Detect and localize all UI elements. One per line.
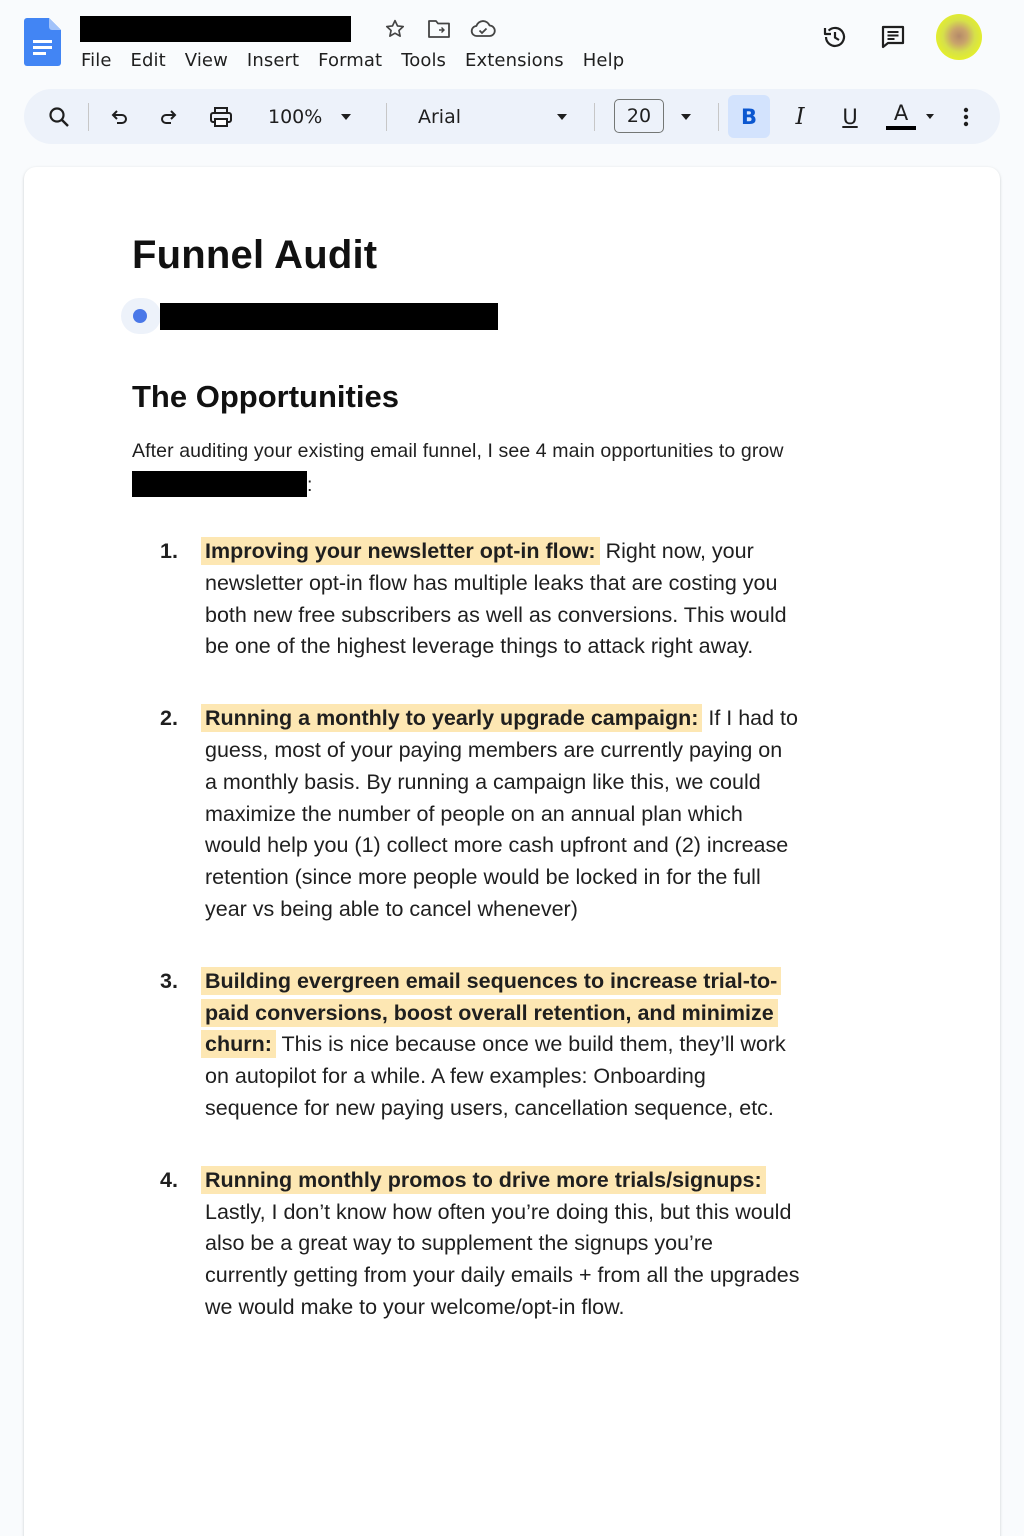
italic-button[interactable]: I — [795, 103, 805, 130]
undo-button[interactable] — [104, 89, 134, 144]
menu-bar — [81, 50, 643, 71]
comments-icon[interactable] — [878, 22, 908, 52]
text-color-button[interactable] — [884, 89, 918, 144]
menu-edit[interactable]: Edit — [130, 50, 166, 71]
menu-tools[interactable]: Tools — [401, 50, 447, 71]
dropdown-icon — [556, 113, 568, 121]
toolbar-divider — [718, 103, 719, 131]
title-actions — [382, 16, 496, 42]
intro-redacted-name — [132, 471, 307, 497]
text-color-label: A — [893, 101, 909, 125]
dropdown-icon — [340, 113, 352, 121]
formatting-toolbar — [24, 89, 1000, 144]
docs-logo-icon[interactable] — [24, 18, 61, 66]
zoom-value: 100% — [268, 105, 323, 128]
font-size-input[interactable]: 20 — [614, 99, 664, 133]
zoom-select[interactable] — [268, 89, 358, 144]
menu-extensions[interactable]: Extensions — [465, 50, 564, 71]
star-icon[interactable] — [382, 16, 408, 42]
section-heading: The Opportunities — [132, 379, 399, 414]
header-right-actions — [820, 14, 982, 60]
more-icon — [963, 107, 969, 127]
menu-format[interactable]: Format — [318, 50, 383, 71]
menu-insert[interactable]: Insert — [246, 50, 300, 71]
search-icon — [48, 106, 70, 128]
dropdown-icon — [680, 113, 692, 121]
dropdown-icon — [925, 113, 935, 120]
cloud-icon[interactable] — [470, 16, 496, 42]
font-size-dropdown[interactable] — [676, 89, 696, 144]
list-item — [160, 966, 800, 1125]
highlighted-heading: Running monthly promos to drive more trials/signups: — [201, 1166, 766, 1194]
highlighted-heading: Running a monthly to yearly upgrade campaign: — [201, 704, 702, 732]
history-icon[interactable] — [820, 22, 850, 52]
intro-text: After auditing your existing email funnel, I see 4 main opportunities to grow — [132, 440, 784, 462]
item-text: Right now, your newsletter opt-in flow has multiple leaks that are costing you both new free subscribers as well as conversions. This would be one of the highest leverage things to attack right away. — [205, 539, 787, 659]
item-text: This is nice because once we build them, they’ll work on autopilot for a while. A few examples: Onboarding sequence for new paying users, cancellation sequence, etc. — [205, 1032, 786, 1120]
intro-paragraph — [132, 434, 892, 502]
list-number: 1. — [160, 539, 178, 563]
list-number: 3. — [160, 968, 178, 993]
item-text: Lastly, I don’t know how often you’re doing this, but this would also be a great way to supplement the signups you’re currently getting from your daily emails + from all the upgrades we would make to your welcome/opt-in flow. — [205, 1199, 800, 1319]
document-page[interactable] — [24, 167, 1000, 1536]
list-item — [160, 703, 800, 926]
document-name-redacted[interactable] — [80, 16, 351, 42]
status-dot-icon — [133, 309, 147, 323]
text-color-dropdown[interactable] — [923, 89, 937, 144]
list-number: 2. — [160, 706, 178, 731]
chip-text-redacted — [160, 303, 498, 330]
toolbar-divider — [88, 103, 89, 131]
document-title: Funnel Audit — [132, 233, 378, 277]
highlighted-heading: Building evergreen email sequences to increase trial-to-paid conversions, boost overall retention, and minimize churn: — [201, 967, 781, 1059]
menu-file[interactable]: File — [81, 50, 112, 71]
font-family-value: Arial — [418, 105, 462, 128]
menu-help[interactable]: Help — [582, 50, 625, 71]
undo-icon — [109, 107, 129, 127]
search-menus-button[interactable] — [42, 89, 76, 144]
print-button[interactable] — [205, 89, 237, 144]
opportunities-list — [160, 536, 800, 1324]
folder-icon[interactable] — [426, 16, 452, 42]
toolbar-divider — [594, 103, 595, 131]
redo-button[interactable] — [154, 89, 184, 144]
underline-button[interactable]: U — [842, 104, 858, 129]
more-options-button[interactable] — [954, 89, 978, 144]
print-icon — [209, 106, 233, 128]
intro-suffix: : — [307, 474, 313, 496]
redo-icon — [159, 107, 179, 127]
menu-view[interactable]: View — [184, 50, 228, 71]
list-item — [160, 1165, 800, 1324]
highlighted-heading: Improving your newsletter opt-in flow: — [201, 537, 600, 565]
bold-button[interactable]: B — [728, 95, 770, 138]
list-number: 4. — [160, 1167, 178, 1192]
toolbar-divider — [386, 103, 387, 131]
list-item — [160, 536, 800, 663]
app-header — [0, 0, 1024, 86]
item-text: If I had to guess, most of your paying members are currently paying on a monthly basis. By running a campaign like this, we could maximize the number of people on an annual plan which would help you (1) collect more cash upfront and (2) increase retention (since more people would be locked in for the full year vs being able to cancel whenever) — [205, 706, 798, 921]
text-color-swatch — [886, 126, 916, 130]
user-avatar[interactable] — [936, 14, 982, 60]
person-chip[interactable] — [121, 298, 499, 334]
font-family-select[interactable] — [418, 89, 568, 144]
